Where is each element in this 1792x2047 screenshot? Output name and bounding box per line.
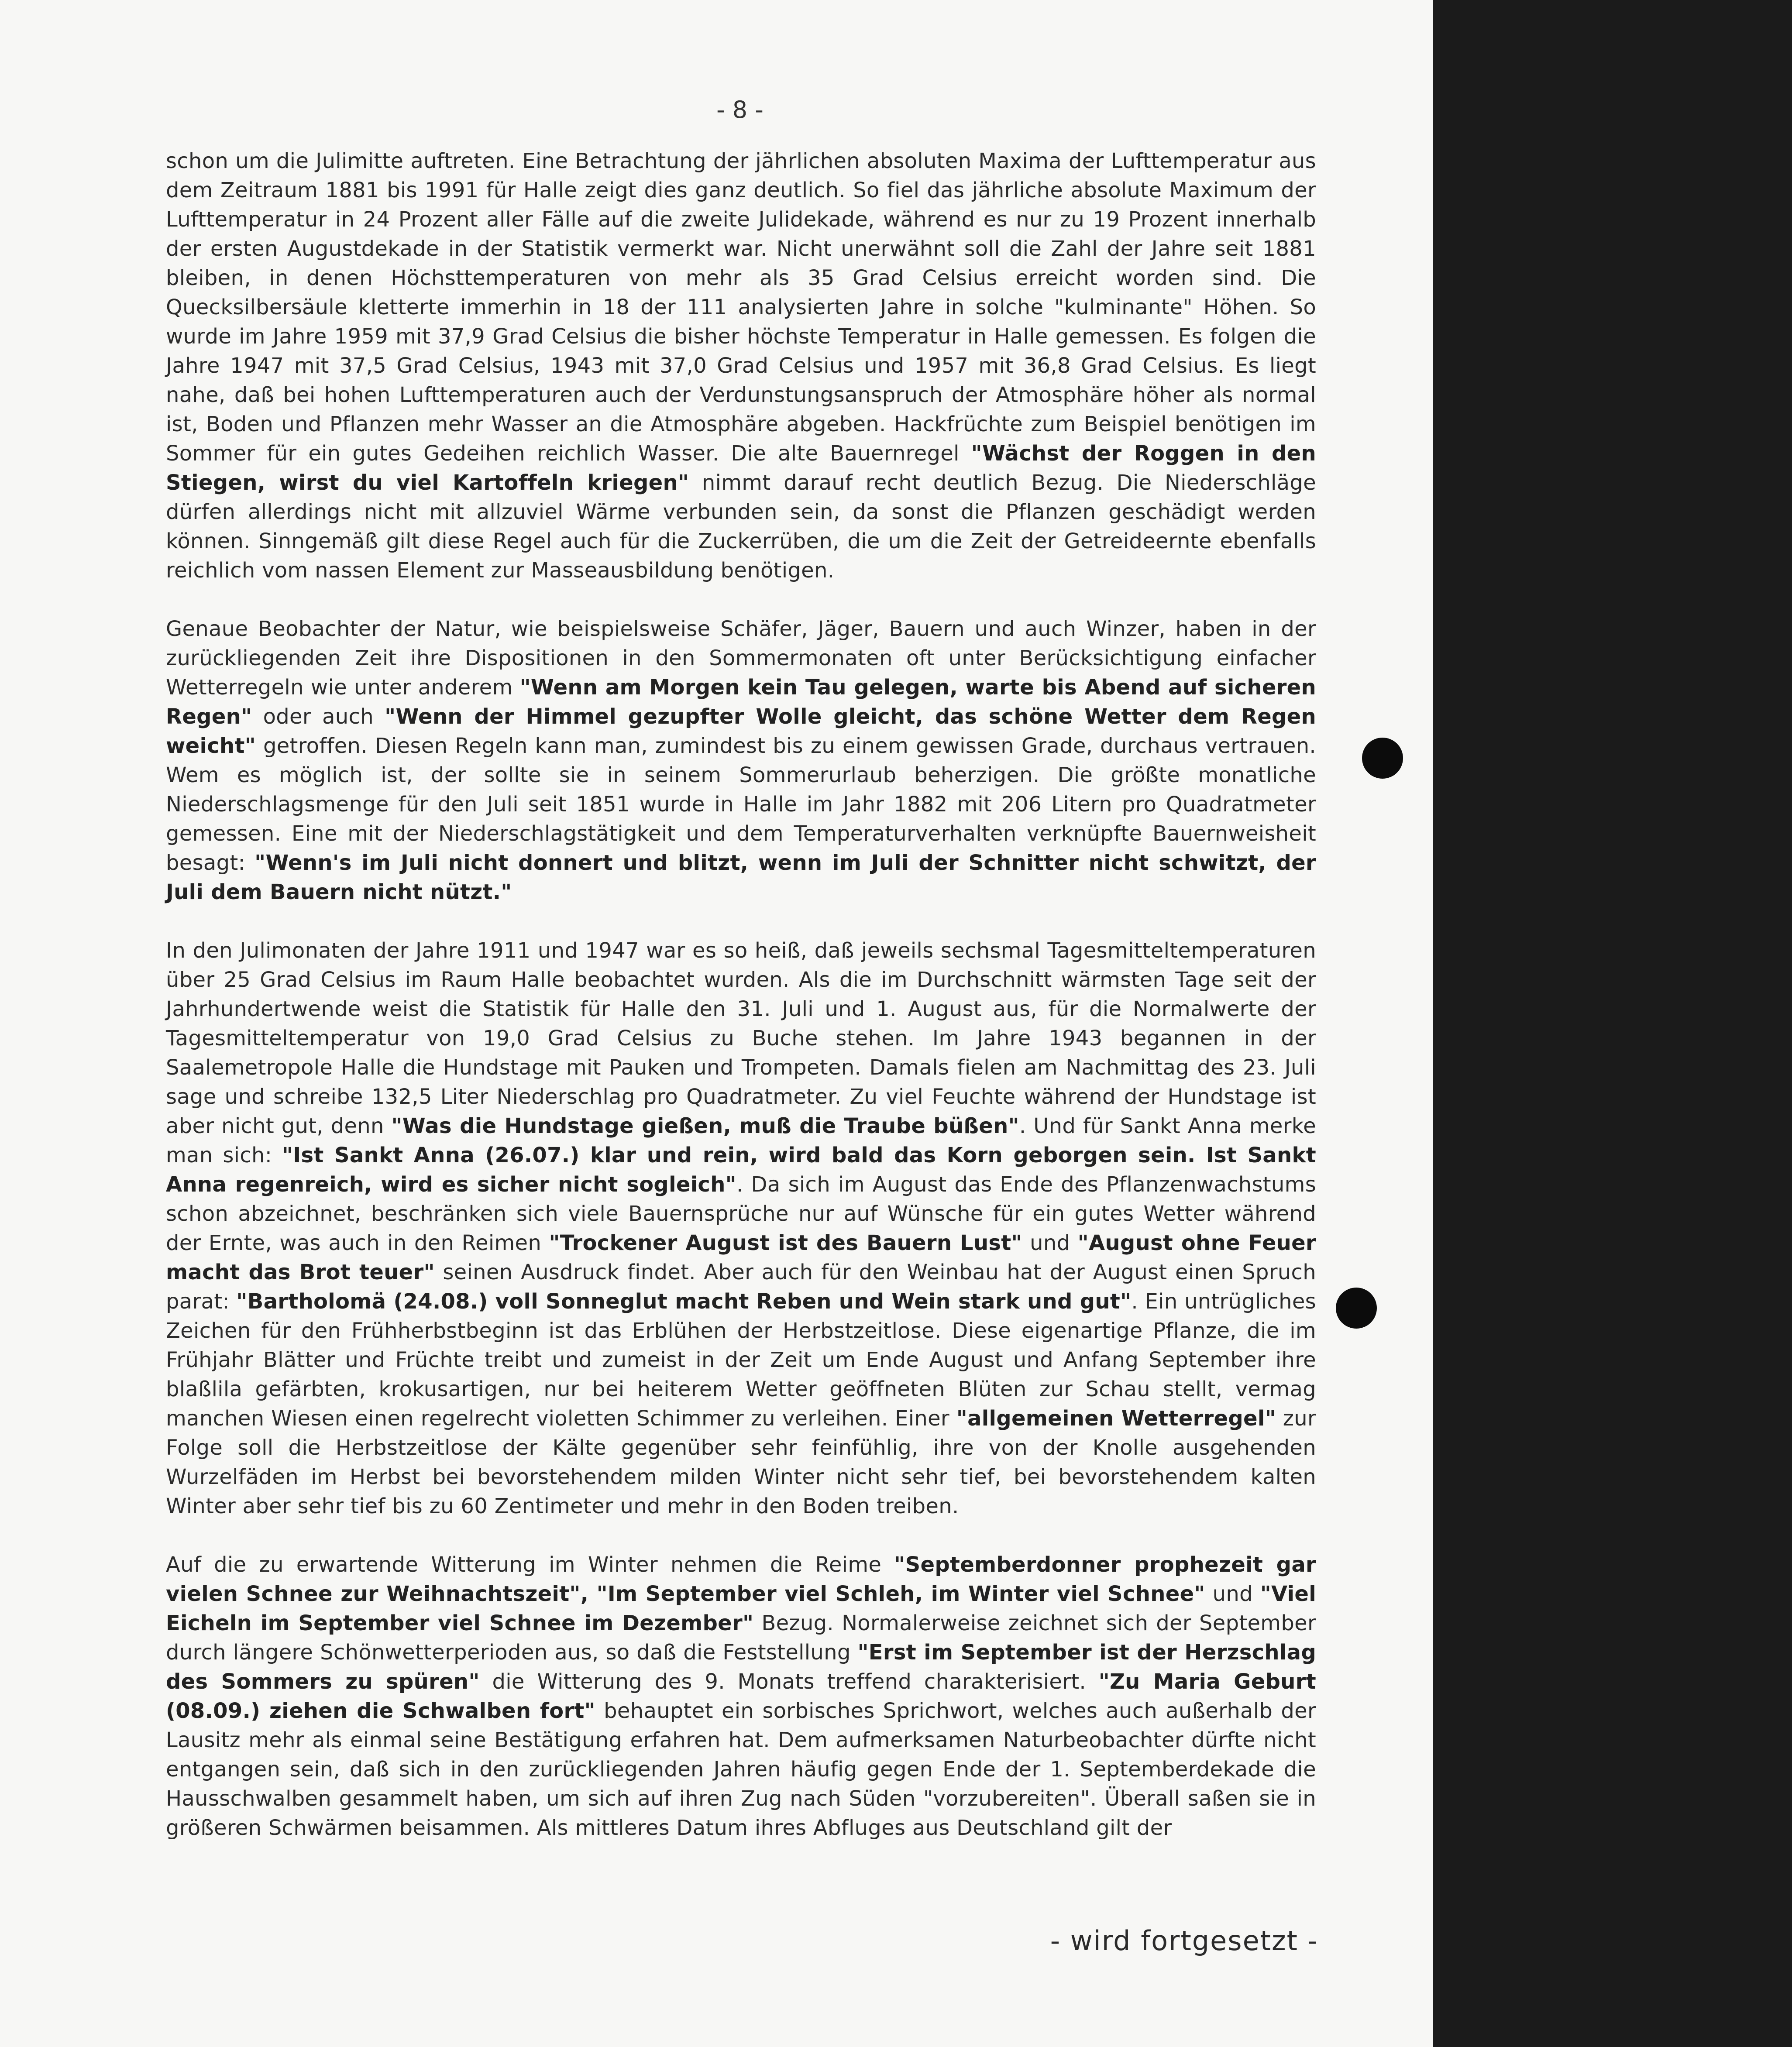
paragraph-1: [166, 147, 1316, 585]
continued-note: - wird fortgesetzt -: [1050, 1925, 1318, 1957]
punch-hole-bottom: [1336, 1288, 1377, 1329]
quoted-rule-text: "Viel Eicheln im September viel Schnee im Dezember": [166, 1582, 1317, 1635]
quoted-rule-text: "Wächst der Roggen in den Stiegen, wirst du viel Kartoffeln kriegen": [166, 441, 1316, 495]
paragraph-2: [166, 615, 1316, 907]
scanner-background: [1433, 0, 1792, 2047]
paragraph-4: [166, 1550, 1316, 1843]
text-segment: seinen Ausdruck findet. Aber auch für den Weinbau hat der August einen Spruch parat:: [166, 1260, 1316, 1314]
text-segment: Genaue Beobachter der Natur, wie beispielsweise Schäfer, Jäger, Bauern und auch Winzer, haben in der zurückliegenden Zeit ihre Dispositionen in den Sommermonaten oft unter Berücksichtigung einfacher Wetterregeln wie unter anderem: [166, 617, 1316, 700]
quoted-rule-text: "Septemberdonner prophezeit gar vielen Schnee zur Weihnachtszeit", "Im September viel Schleh, im Winter viel Schnee": [166, 1552, 1316, 1606]
body-text: [166, 147, 1316, 1872]
text-segment: Auf die zu erwartende Witterung im Winter nehmen die Reime: [166, 1552, 894, 1577]
punch-hole-top: [1362, 738, 1403, 779]
page-number: - 8 -: [716, 96, 764, 124]
quoted-rule-text: "allgemeinen Wetterregel": [956, 1406, 1276, 1431]
text-segment: schon um die Julimitte auftreten. Eine Betrachtung der jährlichen absoluten Maxima der Lufttemperatur aus dem Zeitraum 1881 bis 1991 für Halle zeigt dies ganz deutlich. So fiel das jährliche absolute Maximum der Lufttemperatur in 24 Prozent aller Fälle auf die zweite Julidekade, während es nur zu 19 Prozent innerhalb der ersten Augustdekade in der Statistik vermerkt war. Nicht unerwähnt soll die Zahl der Jahre seit 1881 bleiben, in denen Höchsttemperaturen von mehr als 35 Grad Celsius erreicht worden sind. Die Quecksilbersäule kletterte immerhin in 18 der 111 analysierten Jahre in solche "kulminante" Höhen. So wurde im Jahre 1959 mit 37,9 Grad Celsius die bisher höchste Temperatur in Halle gemessen. Es folgen die Jahre 1947 mit 37,5 Grad Celsius, 1943 mit 37,0 Grad Celsius und 1957 mit 36,8 Grad Celsius. Es liegt nahe, daß bei hohen Lufttemperaturen auch der Verdunstungsanspruch der Atmosphäre höher als normal ist, Boden und Pflanzen mehr Wasser an die Atmosphäre abgeben. Hackfrüchte zum Beispiel benötigen im Sommer für ein gutes Gedeihen reichlich Wasser. Die alte Bauernregel: [166, 149, 1316, 466]
text-segment: . Ein untrügliches Zeichen für den Frühherbstbeginn ist das Erblühen der Herbstzeitlose. Diese eigenartige Pflanze, die im Frühjahr Blätter und Früchte treibt und zumeist in der Zeit um Ende August und Anfang September ihre blaßlila gefärbten, krokusartigen, nur bei heiterem Wetter geöffneten Blüten zur Schau stellt, vermag manchen Wiesen einen regelrecht violetten Schimmer zu verleihen. Einer: [166, 1289, 1316, 1431]
text-segment: zur Folge soll die Herbstzeitlose der Kälte gegenüber sehr feinfühlig, ihre von der Knolle ausgehenden Wurzelfäden im Herbst bei bevorstehendem milden Winter nicht sehr tief, bei bevorstehendem kalten Winter aber sehr tief bis zu 60 Zentimeter und mehr in den Boden treiben.: [166, 1406, 1317, 1518]
text-segment: . Und für Sankt Anna merke man sich:: [166, 1114, 1316, 1168]
text-segment: getroffen. Diesen Regeln kann man, zumindest bis zu einem gewissen Grade, durchaus vertrauen. Wem es möglich ist, der sollte sie in seinem Sommerurlaub beherzigen. Die größte monatliche Niederschlagsmenge für den Juli seit 1851 wurde in Halle im Jahr 1882 mit 206 Litern pro Quadratmeter gemessen. Eine mit der Niederschlagstätigkeit und dem Temperaturverhalten verknüpfte Bauernweisheit besagt:: [166, 734, 1316, 875]
text-segment: und: [1022, 1231, 1078, 1255]
text-segment: In den Julimonaten der Jahre 1911 und 1947 war es so heiß, daß jeweils sechsmal Tagesmitteltemperaturen über 25 Grad Celsius im Raum Halle beobachtet wurden. Als die im Durchschnitt wärmsten Tage seit der Jahrhundertwende weist die Statistik für Halle den 31. Juli und 1. August aus, für die Normalwerte der Tagesmitteltemperatur von 19,0 Grad Celsius zu Buche stehen. Im Jahre 1943 begannen in der Saalemetropole Halle die Hundstage mit Pauken und Trompeten. Damals fielen am Nachmittag des 23. Juli sage und schreibe 132,5 Liter Niederschlag pro Quadratmeter. Zu viel Feuchte während der Hundstage ist aber nicht gut, denn: [166, 938, 1316, 1138]
quoted-rule-text: "Wenn am Morgen kein Tau gelegen, warte bis Abend auf sicheren Regen": [166, 675, 1317, 729]
text-segment: behauptet ein sorbisches Sprichwort, welches auch außerhalb der Lausitz mehr als einmal seine Bestätigung erfahren hat. Dem aufmerksamen Naturbeobachter dürfte nicht entgangen sein, daß sich in den zurückliegenden Jahren häufig gegen Ende der 1. Septemberdekade die Hausschwalben gesammelt haben, um sich auf ihren Zug nach Süden "vorzubereiten". Überall saßen sie in größeren Schwärmen beisammen. Als mittleres Datum ihres Abfluges aus Deutschland gilt der: [166, 1699, 1316, 1840]
text-segment: die Witterung des 9. Monats treffend charakterisiert.: [479, 1669, 1099, 1694]
text-segment: . Da sich im August das Ende des Pflanzenwachstums schon abzeichnet, beschränken sich viele Bauernsprüche nur auf Wünsche für ein gutes Wetter während der Ernte, was auch in den Reimen: [166, 1172, 1316, 1255]
quoted-rule-text: "Wenn's im Juli nicht donnert und blitzt, wenn im Juli der Schnitter nicht schwitzt, der Juli dem Bauern nicht nützt.": [166, 851, 1316, 904]
quoted-rule-text: "August ohne Feuer macht das Brot teuer": [166, 1231, 1316, 1285]
text-segment: nimmt darauf recht deutlich Bezug. Die Niederschläge dürfen allerdings nicht mit allzuviel Wärme verbunden sein, da sonst die Pflanzen geschädigt werden können. Sinngemäß gilt diese Regel auch für die Zuckerrüben, die um die Zeit der Getreideernte ebenfalls reichlich vom nassen Element zur Masseausbildung benötigen.: [166, 471, 1316, 583]
quoted-rule-text: "Trockener August ist des Bauern Lust": [549, 1231, 1022, 1255]
paragraph-3: [166, 936, 1316, 1521]
quoted-rule-text: "Erst im September ist der Herzschlag des Sommers zu spüren": [166, 1640, 1316, 1694]
quoted-rule-text: "Was die Hundstage gießen, muß die Traube büßen": [391, 1114, 1019, 1138]
text-segment: und: [1205, 1582, 1260, 1606]
quoted-rule-text: "Wenn der Himmel gezupfter Wolle gleicht, das schöne Wetter dem Regen weicht": [166, 704, 1317, 758]
quoted-rule-text: "Bartholomä (24.08.) voll Sonneglut macht Reben und Wein stark und gut": [236, 1289, 1132, 1314]
quoted-rule-text: "Zu Maria Geburt (08.09.) ziehen die Schwalben fort": [166, 1669, 1316, 1723]
text-segment: oder auch: [252, 704, 385, 729]
text-segment: Bezug. Normalerweise zeichnet sich der September durch längere Schönwetterperioden aus, so daß die Feststellung: [166, 1611, 1316, 1665]
quoted-rule-text: "Ist Sankt Anna (26.07.) klar und rein, wird bald das Korn geborgen sein. Ist Sankt Anna regenreich, wird es sicher nicht sogleich": [166, 1143, 1316, 1197]
